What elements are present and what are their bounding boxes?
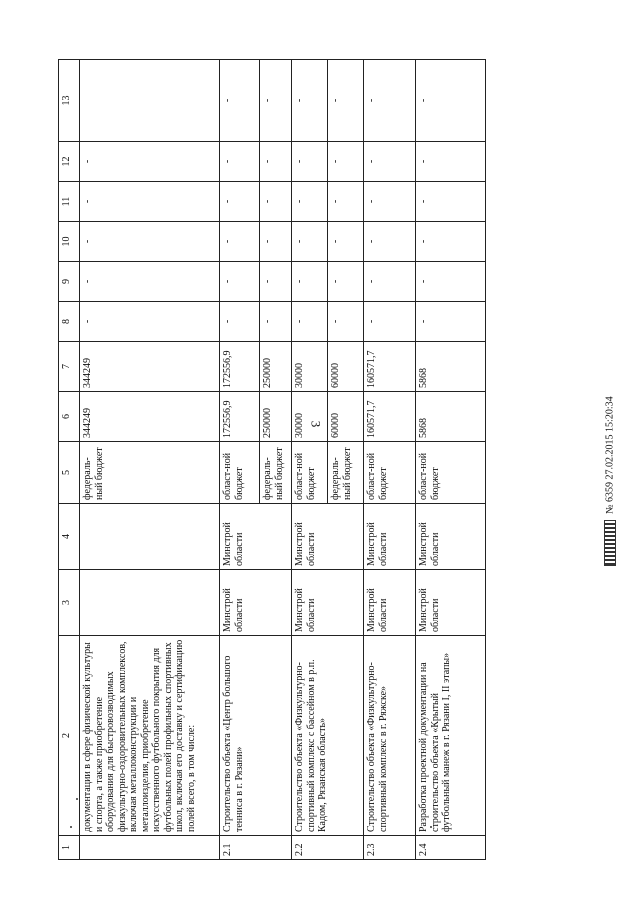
row-description: Строительство объекта «Физкультурно-спортивный комплекс с бассейном в р.п. Кадом, Рязанская область» bbox=[292, 636, 364, 836]
amount-cell: - bbox=[364, 182, 416, 222]
col-header: 8 bbox=[59, 302, 80, 342]
amount-year: 160571,7 bbox=[364, 342, 416, 392]
funding-source: област-ной бюджет bbox=[364, 442, 416, 504]
customer-cell: Минстрой области bbox=[416, 504, 486, 570]
col-header: 5 bbox=[59, 442, 80, 504]
rotated-table-container bbox=[58, 60, 578, 860]
row-number: 2.1 bbox=[220, 836, 292, 860]
amount-cell: - bbox=[416, 302, 486, 342]
amount-total: 172556,9 bbox=[220, 392, 260, 442]
amount-cell: - bbox=[220, 142, 260, 182]
table-row bbox=[292, 60, 328, 860]
amount-cell: - bbox=[292, 222, 328, 262]
row-number bbox=[80, 836, 220, 860]
amount-total: 344249 bbox=[80, 392, 220, 442]
row-description: Разработка проектной документации на строительство объекта «Крытый футбольный манеж в г. Рязани I, II этапы» bbox=[416, 636, 486, 836]
registration-number: № 6359 27.02.2015 15:20:34 bbox=[604, 396, 616, 514]
amount-year: 60000 bbox=[328, 342, 364, 392]
customer-cell: Минстрой области bbox=[220, 504, 292, 570]
col-header: 11 bbox=[59, 182, 80, 222]
amount-cell: - bbox=[220, 262, 260, 302]
col-header: 1 bbox=[59, 836, 80, 860]
funding-source: федераль-ный бюджет bbox=[80, 442, 220, 504]
amount-cell: - bbox=[292, 182, 328, 222]
col-header: 13 bbox=[59, 60, 80, 142]
program-table bbox=[58, 59, 486, 860]
amount-cell: - bbox=[416, 182, 486, 222]
executor-cell: Минстрой области bbox=[292, 570, 364, 636]
amount-cell: - bbox=[80, 182, 220, 222]
amount-cell: - bbox=[328, 182, 364, 222]
col-header: 7 bbox=[59, 342, 80, 392]
amount-total: 30000 bbox=[292, 392, 328, 442]
page-number: 3 bbox=[308, 420, 324, 428]
amount-cell: - bbox=[292, 302, 328, 342]
row-number: 2.4 bbox=[416, 836, 486, 860]
amount-cell: - bbox=[292, 262, 328, 302]
amount-cell: - bbox=[220, 182, 260, 222]
amount-cell: - bbox=[80, 262, 220, 302]
customer-cell bbox=[80, 504, 220, 570]
amount-cell: - bbox=[260, 142, 292, 182]
funding-source: област-ной бюджет bbox=[220, 442, 260, 504]
amount-cell: - bbox=[220, 222, 260, 262]
col-header: 12 bbox=[59, 142, 80, 182]
amount-cell: - bbox=[328, 262, 364, 302]
col-header: 2 bbox=[59, 636, 80, 836]
amount-cell: - bbox=[292, 60, 328, 142]
amount-cell: - bbox=[260, 222, 292, 262]
table-row bbox=[220, 60, 260, 860]
executor-cell: Минстрой области bbox=[416, 570, 486, 636]
amount-cell: - bbox=[364, 302, 416, 342]
funding-source: федераль-ный бюджет bbox=[260, 442, 292, 504]
row-number: 2.2 bbox=[292, 836, 364, 860]
amount-cell: - bbox=[328, 60, 364, 142]
amount-cell: - bbox=[260, 182, 292, 222]
amount-year: 250000 bbox=[260, 342, 292, 392]
amount-total: 160571,7 bbox=[364, 392, 416, 442]
amount-cell: - bbox=[416, 60, 486, 142]
amount-cell: - bbox=[220, 302, 260, 342]
amount-cell: - bbox=[80, 142, 220, 182]
amount-year: 5868 bbox=[416, 342, 486, 392]
executor-cell: Минстрой области bbox=[220, 570, 292, 636]
amount-total: 5868 bbox=[416, 392, 486, 442]
row-description: Строительство объекта «Физкультурно-спортивный комплекс в г. Ряжске» bbox=[364, 636, 416, 836]
amount-cell: - bbox=[364, 262, 416, 302]
registration-stamp bbox=[604, 396, 616, 566]
amount-cell: - bbox=[364, 142, 416, 182]
amount-cell: - bbox=[292, 142, 328, 182]
customer-cell: Минстрой области bbox=[292, 504, 364, 570]
funding-source: федераль-ный бюджет bbox=[328, 442, 364, 504]
amount-total: 60000 bbox=[328, 392, 364, 442]
amount-cell: - bbox=[220, 60, 260, 142]
col-header: 4 bbox=[59, 504, 80, 570]
amount-year: 172556,9 bbox=[220, 342, 260, 392]
row-number: 2.3 bbox=[364, 836, 416, 860]
col-header: 6 bbox=[59, 392, 80, 442]
amount-cell: - bbox=[328, 142, 364, 182]
table-row bbox=[80, 60, 220, 860]
funding-source: област-ной бюджет bbox=[416, 442, 486, 504]
amount-cell: - bbox=[260, 262, 292, 302]
amount-cell: - bbox=[260, 302, 292, 342]
amount-cell: - bbox=[364, 222, 416, 262]
customer-cell: Минстрой области bbox=[364, 504, 416, 570]
amount-cell: - bbox=[328, 302, 364, 342]
barcode-icon bbox=[604, 520, 616, 566]
amount-cell: - bbox=[416, 262, 486, 302]
executor-cell bbox=[80, 570, 220, 636]
col-header: 10 bbox=[59, 222, 80, 262]
table-row bbox=[364, 60, 416, 860]
amount-cell bbox=[80, 60, 220, 142]
amount-year: 30000 bbox=[292, 342, 328, 392]
amount-cell: - bbox=[260, 60, 292, 142]
header-row bbox=[59, 60, 80, 860]
col-header: 9 bbox=[59, 262, 80, 302]
amount-cell: - bbox=[80, 302, 220, 342]
amount-cell: - bbox=[416, 142, 486, 182]
amount-total: 250000 bbox=[260, 392, 292, 442]
col-header: 3 bbox=[59, 570, 80, 636]
amount-year: 344249 bbox=[80, 342, 220, 392]
row-description: Строительство объекта «Центр большого тенниса в г. Рязани» bbox=[220, 636, 292, 836]
amount-cell: - bbox=[80, 222, 220, 262]
amount-cell: - bbox=[364, 60, 416, 142]
funding-source: област-ной бюджет bbox=[292, 442, 328, 504]
amount-cell: - bbox=[328, 222, 364, 262]
table-row bbox=[416, 60, 486, 860]
row-description: документации в сфере физической культуры и спорта, а также приобретение оборудования для быстровозводимых физкультурно-оздоровительных комплексов, включая металлоконструкции и металлоизделия, приобретение искусственного футбольного покрытия для футбольных полей профильных спортивных школ, включая его доставку и сертификацию полей всего, в том числе: bbox=[80, 636, 220, 836]
executor-cell: Минстрой области bbox=[364, 570, 416, 636]
amount-cell: - bbox=[416, 222, 486, 262]
